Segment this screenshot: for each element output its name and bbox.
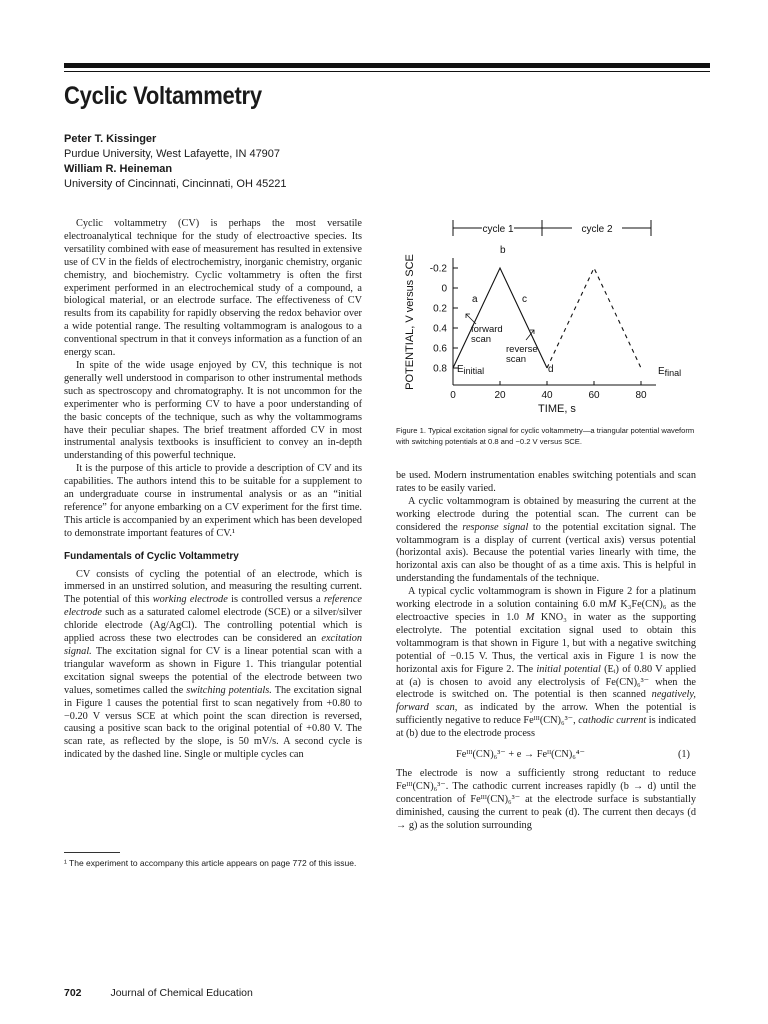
paragraph: It is the purpose of this article to provide a description of CV and its capabilities. The authors intend this to be suitable for a supplement to an undergraduate course in instrumental analysis or as an “initial reference” for anyone embarking on a CV experiment for the first time. This article is accompanied by an experiment which has been developed to demonstrate important features of CV.¹ xyxy=(64,463,362,539)
y-axis-title: POTENTIAL, V versus SCE xyxy=(404,254,416,390)
cycle-2-label: cycle 2 xyxy=(581,224,613,235)
x-tick-label: 60 xyxy=(588,390,600,401)
point-a-label: a xyxy=(472,294,478,305)
footnote-rule xyxy=(64,852,120,853)
right-column xyxy=(396,470,696,832)
point-c-label: c xyxy=(522,294,527,305)
y-tick-label: 0.8 xyxy=(433,363,447,375)
x-tick-label: 20 xyxy=(494,390,506,401)
article-title: Cyclic Voltammetry xyxy=(64,82,262,110)
reverse-scan-label: reverse xyxy=(506,344,538,355)
x-tick-label: 0 xyxy=(450,390,456,401)
paragraph: Cyclic voltammetry (CV) is perhaps the most versatile electroanalytical technique for the study of electroactive species. Its versatility combined with ease of measurement has resulted in extensive use of CV in the fields of electrochemistry, inorganic chemistry, organic chemistry, and biochemistry. Cyclic voltammetry is often the first experiment performed in an electrochemical study of a compound, a biological material, or an electrode surface. The effectiveness of CV results from its capability for rapidly observing the redox behavior over a wide potential range. The resulting voltammogram is analogous to a conventional spectrum in that it conveys information as a function of an energy scan. xyxy=(64,218,362,359)
forward-scan-label: scan xyxy=(471,334,492,345)
y-tick-label: 0.6 xyxy=(433,343,447,355)
header-rule-thin xyxy=(64,71,710,72)
paragraph: be used. Modern instrumentation enables switching potentials and scan rates to be easily varied. xyxy=(396,470,696,494)
paragraph: A cyclic voltammogram is obtained by measuring the current at the working electrode during the potential scan. The current can be considered the response signal to the potential excitation signal. The voltammogram is a display of current (vertical axis) versus potential (horizontal axis). Because the potential varies linearly with time, the horizontal axis can also be thought of as a time axis. This is helpful in understanding the fundamentals of the technique. xyxy=(396,495,696,585)
header-rule-thick xyxy=(64,63,710,68)
e-final-label: Efinal xyxy=(658,366,682,378)
series-group xyxy=(453,268,641,368)
left-column xyxy=(64,218,362,762)
y-tick-label: 0.2 xyxy=(433,303,447,315)
author-affiliation: University of Cincinnati, Cincinnati, OH 45221 xyxy=(64,178,287,190)
journal-name: Journal of Chemical Education xyxy=(110,987,253,999)
equation-number: (1) xyxy=(677,749,690,761)
author-block xyxy=(64,132,287,192)
y-tick-label: -0.2 xyxy=(429,263,447,275)
forward-scan-label: forward xyxy=(471,324,503,335)
equation-text: Feᴵᴵᴵ(CN)₆³⁻ + e → Feᴵᴵ(CN)₆⁴⁻ xyxy=(456,749,585,761)
author-name: William R. Heineman xyxy=(64,163,173,175)
paragraph: In spite of the wide usage enjoyed by CV, this technique is not generally well understood in comparison to other instrumental methods such as spectroscopy and chromatography. It is not uncommon for the experimenter who is performing CV to have a poor understanding of the basic concepts of the technique, such as why the voltammograms have their peculiar shapes. The brief treatment afforded CV in most instrumental analysis textbooks is insufficient to convey an in-depth understanding of this powerful technique. xyxy=(64,359,362,462)
figure-caption: Figure 1. Typical excitation signal for cyclic voltammetry—a triangular potential waveform with switching potentials at 0.8 and −0.2 V versus SCE. xyxy=(396,426,695,446)
y-ticks xyxy=(430,264,458,375)
e-initial-label: Einitial xyxy=(457,364,485,376)
paragraph: The electrode is now a sufficiently strong reductant to reduce Feᴵᴵᴵ(CN)₆³⁻. The cathodic current increases rapidly (b → d) until the concentration of Feᴵᴵᴵ(CN)₆³⁻ at the electrode surface is substantially diminished, causing the current to peak (d). The current then decays (d → g) as the solution surrounding xyxy=(396,767,696,831)
point-d-label: d xyxy=(548,364,554,375)
y-tick-label: 0 xyxy=(441,283,447,295)
cycle-2-line xyxy=(547,268,641,368)
page-number: 702 xyxy=(64,987,82,999)
author-name: Peter T. Kissinger xyxy=(64,133,157,145)
paragraph: CV consists of cycling the potential of an electrode, which is immersed in an unstirred solution, and measuring the resulting current. The potential of this working electrode is controlled versus a reference electrode such as a saturated calomel electrode (SCE) or a silver/silver chloride electrode (Ag/AgCl). The controlling potential which is applied across these two electrodes can be considered an excitation signal. The excitation signal for CV is a linear potential scan with a triangular waveform as shown in Figure 1. This triangular potential excitation signal sweeps the potential of the electrode between two values, sometimes called the switching potentials. The excitation signal in Figure 1 causes the potential first to scan negatively from +0.80 to −0.20 V versus SCE at which point the scan direction is reversed, causing a positive scan back to the original potential of +0.80 V. The scan rate, as reflected by the slope, is 50 mV/s. A second cycle is indicated by the dashed line. Single or multiple cycles can xyxy=(64,568,362,761)
equation-1 xyxy=(456,749,690,762)
footnote: ¹ The experiment to accompany this article appears on page 772 of this issue. xyxy=(64,858,357,868)
x-tick-label: 40 xyxy=(541,390,553,401)
excitation-signal-chart xyxy=(396,212,706,422)
y-tick-label: 0.4 xyxy=(433,323,447,335)
x-ticks xyxy=(450,381,647,401)
forward-arrow xyxy=(466,314,476,324)
point-b-label: b xyxy=(500,245,506,256)
section-heading: Fundamentals of Cyclic Voltammetry xyxy=(64,550,239,562)
x-tick-label: 80 xyxy=(635,390,647,401)
figure-1 xyxy=(396,212,706,422)
paragraph: A typical cyclic voltammogram is shown in Figure 2 for a platinum working electrode in a solution containing 6.0 mM K₃Fe(CN)₆ as the electroactive species in 1.0 M KNO₃ in water as the supporting electrolyte. The potential excitation signal used to obtain this voltammogram is that shown in Figure 1, but with a negative switching potential of −0.15 V. Thus, the vertical axis in Figure 1 is now the horizontal axis for Figure 2. The initial potential (Eᵢ) of 0.80 V applied at (a) is chosen to avoid any electrolysis of Fe(CN)₆³⁻ when the electrode is switched on. The potential is then scanned negatively, forward scan, as indicated by the arrow. When the potential is sufficiently negative to reduce Feᴵᴵᴵ(CN)₆³⁻, cathodic current is indicated at (b) due to the electrode process xyxy=(396,586,696,740)
cycle-1-label: cycle 1 xyxy=(482,224,514,235)
reverse-scan-label: scan xyxy=(506,354,527,365)
author-affiliation: Purdue University, West Lafayette, IN 47907 xyxy=(64,148,281,160)
x-axis-title: TIME, s xyxy=(538,403,576,415)
page-footer xyxy=(64,987,253,999)
